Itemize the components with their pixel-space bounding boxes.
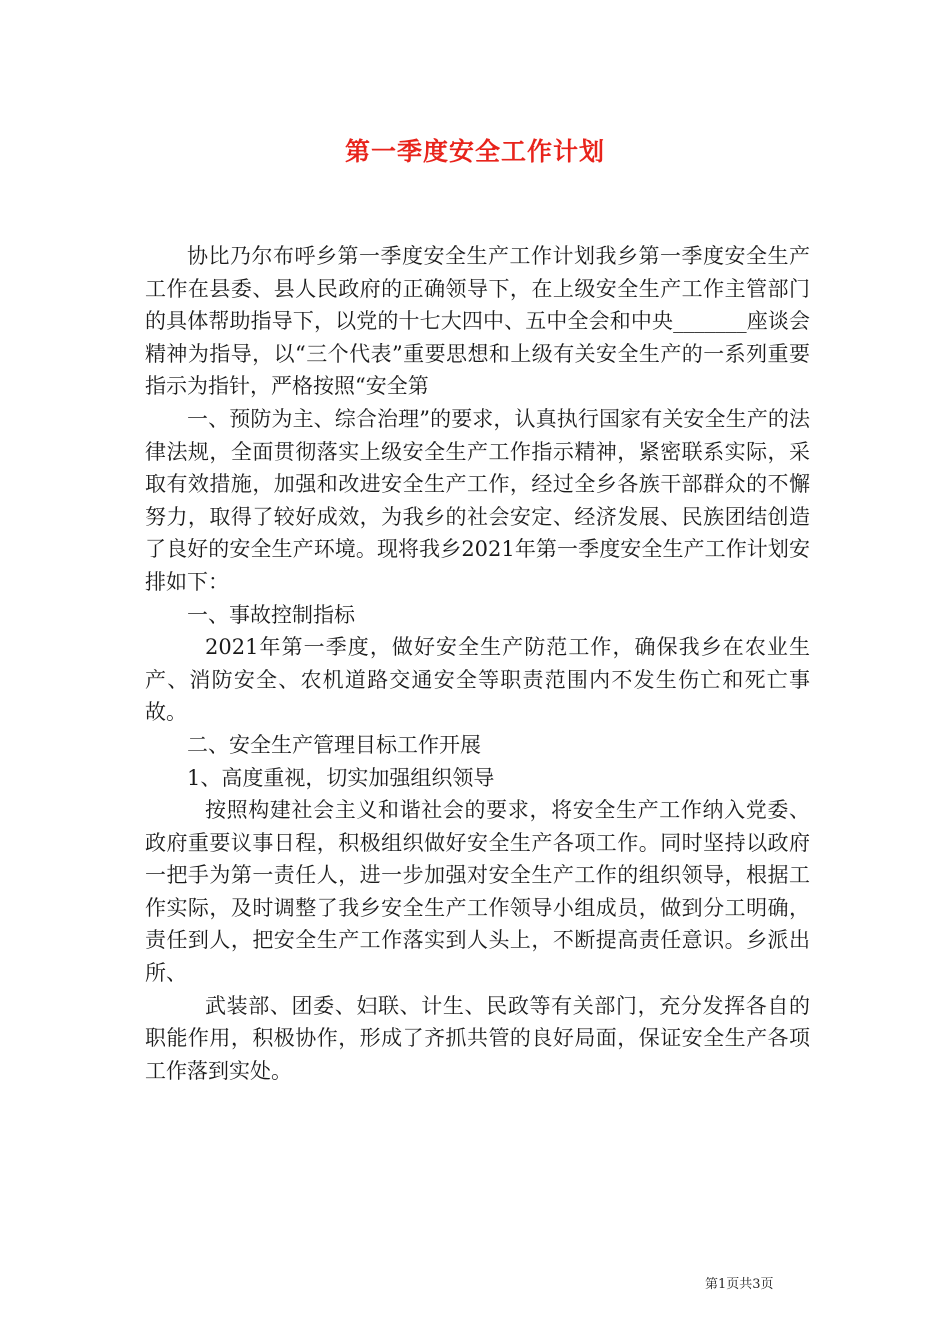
paragraph-accident-control: 2021年第一季度，做好安全生产防范工作，确保我乡在农业生产、消防安全、农机道路交通安全等职责范围内不发生伤亡和死亡事故。 xyxy=(145,635,810,725)
heading-management-goals: 二、安全生产管理目标工作开展 xyxy=(187,732,481,757)
paragraph-requirements: 一、预防为主、综合治理”的要求，认真执行国家有关安全生产的法律法规，全面贯彻落实上级安全生产工作指示精神，紧密联系实际，采取有效措施，加强和改进安全生产工作，经过全乡各族干部群众的不懈努力，取得了较好成效，为我乡的社会安定、经济发展、民族团结创造了良好的安全生产环境。现将我乡2021年第一季度安全生产工作计划安排如下： xyxy=(145,406,810,594)
paragraph-departments: 武装部、团委、妇联、计生、民政等有关部门，充分发挥各自的职能作用，积极协作，形成了齐抓共管的良好局面，保证安全生产各项工作落到实处。 xyxy=(145,993,810,1083)
heading-organization: 1、高度重视，切实加强组织领导 xyxy=(187,765,495,790)
paragraph-organization: 按照构建社会主义和谐社会的要求，将安全生产工作纳入党委、政府重要议事日程，积极组织做好安全生产各项工作。同时坚持以政府一把手为第一责任人，进一步加强对安全生产工作的组织领导，根据工作实际，及时调整了我乡安全生产工作领导小组成员，做到分工明确，责任到人，把安全生产工作落实到人头上，不断提高责任意识。乡派出所、 xyxy=(145,798,810,986)
document-title: 第一季度安全工作计划 xyxy=(344,137,605,166)
heading-accident-control: 一、事故控制指标 xyxy=(187,602,355,627)
document-body xyxy=(145,240,810,1087)
page-number: 第1页共3页 xyxy=(705,1277,774,1292)
paragraph-intro: 协比乃尔布呼乡第一季度安全生产工作计划我乡第一季度安全生产工作在县委、县人民政府的正确领导下，在上级安全生产工作主管部门的具体帮助指导下，以党的十七大四中、五中全会和中央_______座谈会精神为指导，以“三个代表”重要思想和上级有关安全生产的一系列重要指示为指针，严格按照“安全第 xyxy=(145,244,810,399)
